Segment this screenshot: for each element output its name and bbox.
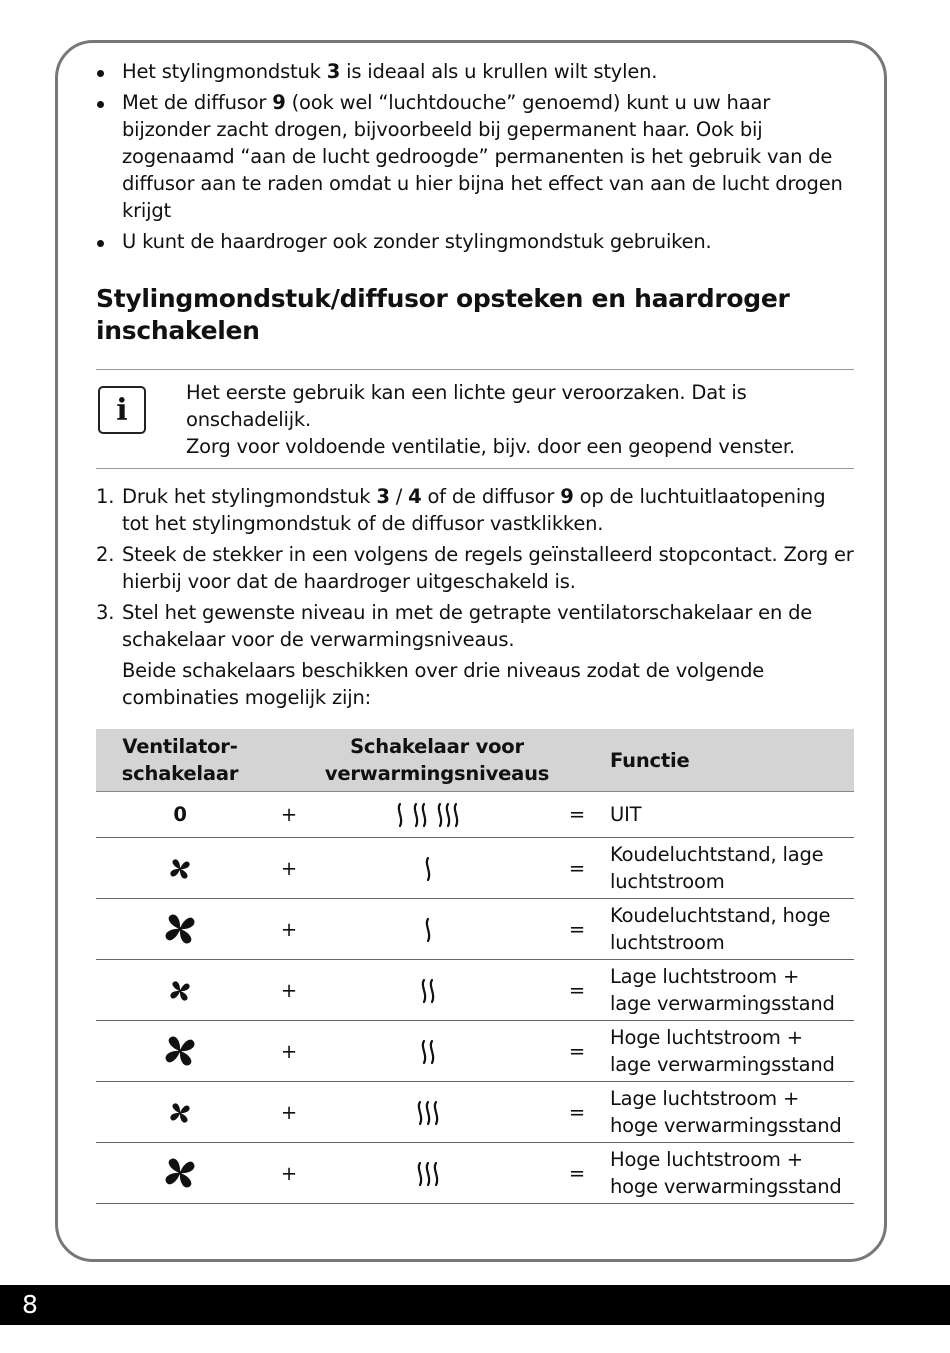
table-row [96,1021,854,1082]
ref-number: 3 [326,60,341,83]
step-item [96,599,854,711]
text: / [389,485,409,508]
list-item [96,228,854,255]
equals-sign: = [544,899,610,960]
function-text: Hoge luchtstroom + [610,1026,803,1049]
function-text: luchtstroom [610,931,725,954]
plus-sign: + [264,899,314,960]
function-cell [610,1021,854,1082]
page-number: 8 [22,1290,38,1319]
heat-2-icon [314,1021,544,1082]
function-text: luchtstroom [610,870,725,893]
step-item [96,483,854,537]
function-cell [610,1082,854,1143]
text: of de diffusor [421,485,561,508]
function-cell [610,838,854,899]
equals-sign: = [544,838,610,899]
fan-off-label: 0 [173,803,187,826]
text: Stel het gewenste niveau in met de getrapte ventilatorschakelaar en de schakelaar voor de verwarmingsniveaus. [122,601,813,651]
page-content [96,58,854,1204]
function-text: hoge verwarmingsstand [610,1175,842,1198]
fan-large-icon [96,1143,264,1204]
header-text: Schakelaar voor [350,735,524,758]
info-text [186,379,854,460]
equals-sign: = [544,1143,610,1204]
function-text: Hoge luchtstroom + [610,1148,803,1171]
section-heading: Stylingmondstuk/diffusor opsteken en haardroger inschakelen [96,284,790,345]
text: Met de diffusor [122,91,273,114]
function-text: Koudeluchtstand, hoge [610,904,831,927]
text: Het stylingmondstuk [122,60,327,83]
text: op de luchtuitlaatopening tot het stylingmondstuk of de diffusor vastklikken. [122,485,826,535]
heat-2-icon [314,960,544,1021]
heat-all-levels-icon [314,792,544,838]
header-text: Ventilator- [122,735,238,758]
page-footer [0,1285,950,1325]
table-row [96,1143,854,1204]
table-row [96,960,854,1021]
heat-3-icon [314,1082,544,1143]
text: is ideaal als u krullen wilt stylen. [340,60,658,83]
plus-sign: + [264,1143,314,1204]
feature-list [96,58,854,255]
plus-sign: + [264,1021,314,1082]
function-text: UIT [610,803,642,826]
function-text: Lage luchtstroom + [610,965,800,988]
header-function: Functie [610,729,854,792]
list-item [96,58,854,85]
table-row [96,792,854,838]
fan-small-icon [96,1082,264,1143]
function-text: lage verwarmingsstand [610,992,835,1015]
fan-cell [96,792,264,838]
table-row [96,899,854,960]
plus-sign: + [264,1082,314,1143]
function-text: Koudeluchtstand, lage [610,843,824,866]
info-box [96,369,854,469]
fan-small-icon [96,838,264,899]
text: (ook wel “luchtdouche” genoemd) kunt u uw haar bijzonder zacht drogen, bijvoorbeeld bij gepermanent haar. Ook bij zogenaamd “aan de lucht gedroogde” permanenten is het gebruik van de diffusor aan te raden omdat u hier bijna het effect van aan de lucht drogen krijgt [122,91,843,222]
function-text: lage verwarmingsstand [610,1053,835,1076]
step-number: 2. [96,543,115,566]
fan-small-icon [96,960,264,1021]
equals-sign: = [544,1021,610,1082]
function-cell [610,899,854,960]
plus-sign: + [264,960,314,1021]
function-text: Lage luchtstroom + [610,1087,800,1110]
function-cell [610,792,854,838]
steps-list [96,483,854,711]
table-header-row [96,729,854,792]
text: Steek de stekker in een volgens de regels geïnstalleerd stopcontact. Zorg er hierbij voor dat de haardroger uitgeschakeld is. [122,543,854,593]
plus-sign: + [264,792,314,838]
step-number: 3. [96,601,115,624]
ref-number: 9 [272,91,286,114]
equals-sign: = [544,960,610,1021]
info-line: Zorg voor voldoende ventilatie, bijv. door een geopend venster. [186,435,795,458]
info-icon: i [98,386,146,434]
ref-number: 3 [376,485,390,508]
header-heat-switch [264,729,610,792]
equals-sign: = [544,792,610,838]
fan-large-icon [96,899,264,960]
text: Druk het stylingmondstuk [122,485,377,508]
info-line: Het eerste gebruik kan een lichte geur veroorzaken. Dat is onschadelijk. [186,381,747,431]
fan-large-icon [96,1021,264,1082]
settings-table [96,729,854,1204]
header-text: verwarmingsniveaus [324,762,550,785]
function-text: hoge verwarmingsstand [610,1114,842,1137]
step-item [96,541,854,595]
equals-sign: = [544,1082,610,1143]
heat-1-icon [314,899,544,960]
table-row [96,838,854,899]
heat-3-icon [314,1143,544,1204]
ref-number: 9 [560,485,574,508]
heat-1-icon [314,838,544,899]
ref-number: 4 [408,485,422,508]
plus-sign: + [264,838,314,899]
text: U kunt de haardroger ook zonder stylingmondstuk gebruiken. [122,230,712,253]
table-row [96,1082,854,1143]
list-item [96,89,854,224]
header-text: schakelaar [121,762,239,785]
step-number: 1. [96,485,115,508]
function-cell [610,1143,854,1204]
step-note: Beide schakelaars beschikken over drie niveaus zodat de volgende combinaties mogelijk zijn: [122,659,765,709]
function-cell [610,960,854,1021]
header-fan-switch [96,729,264,792]
